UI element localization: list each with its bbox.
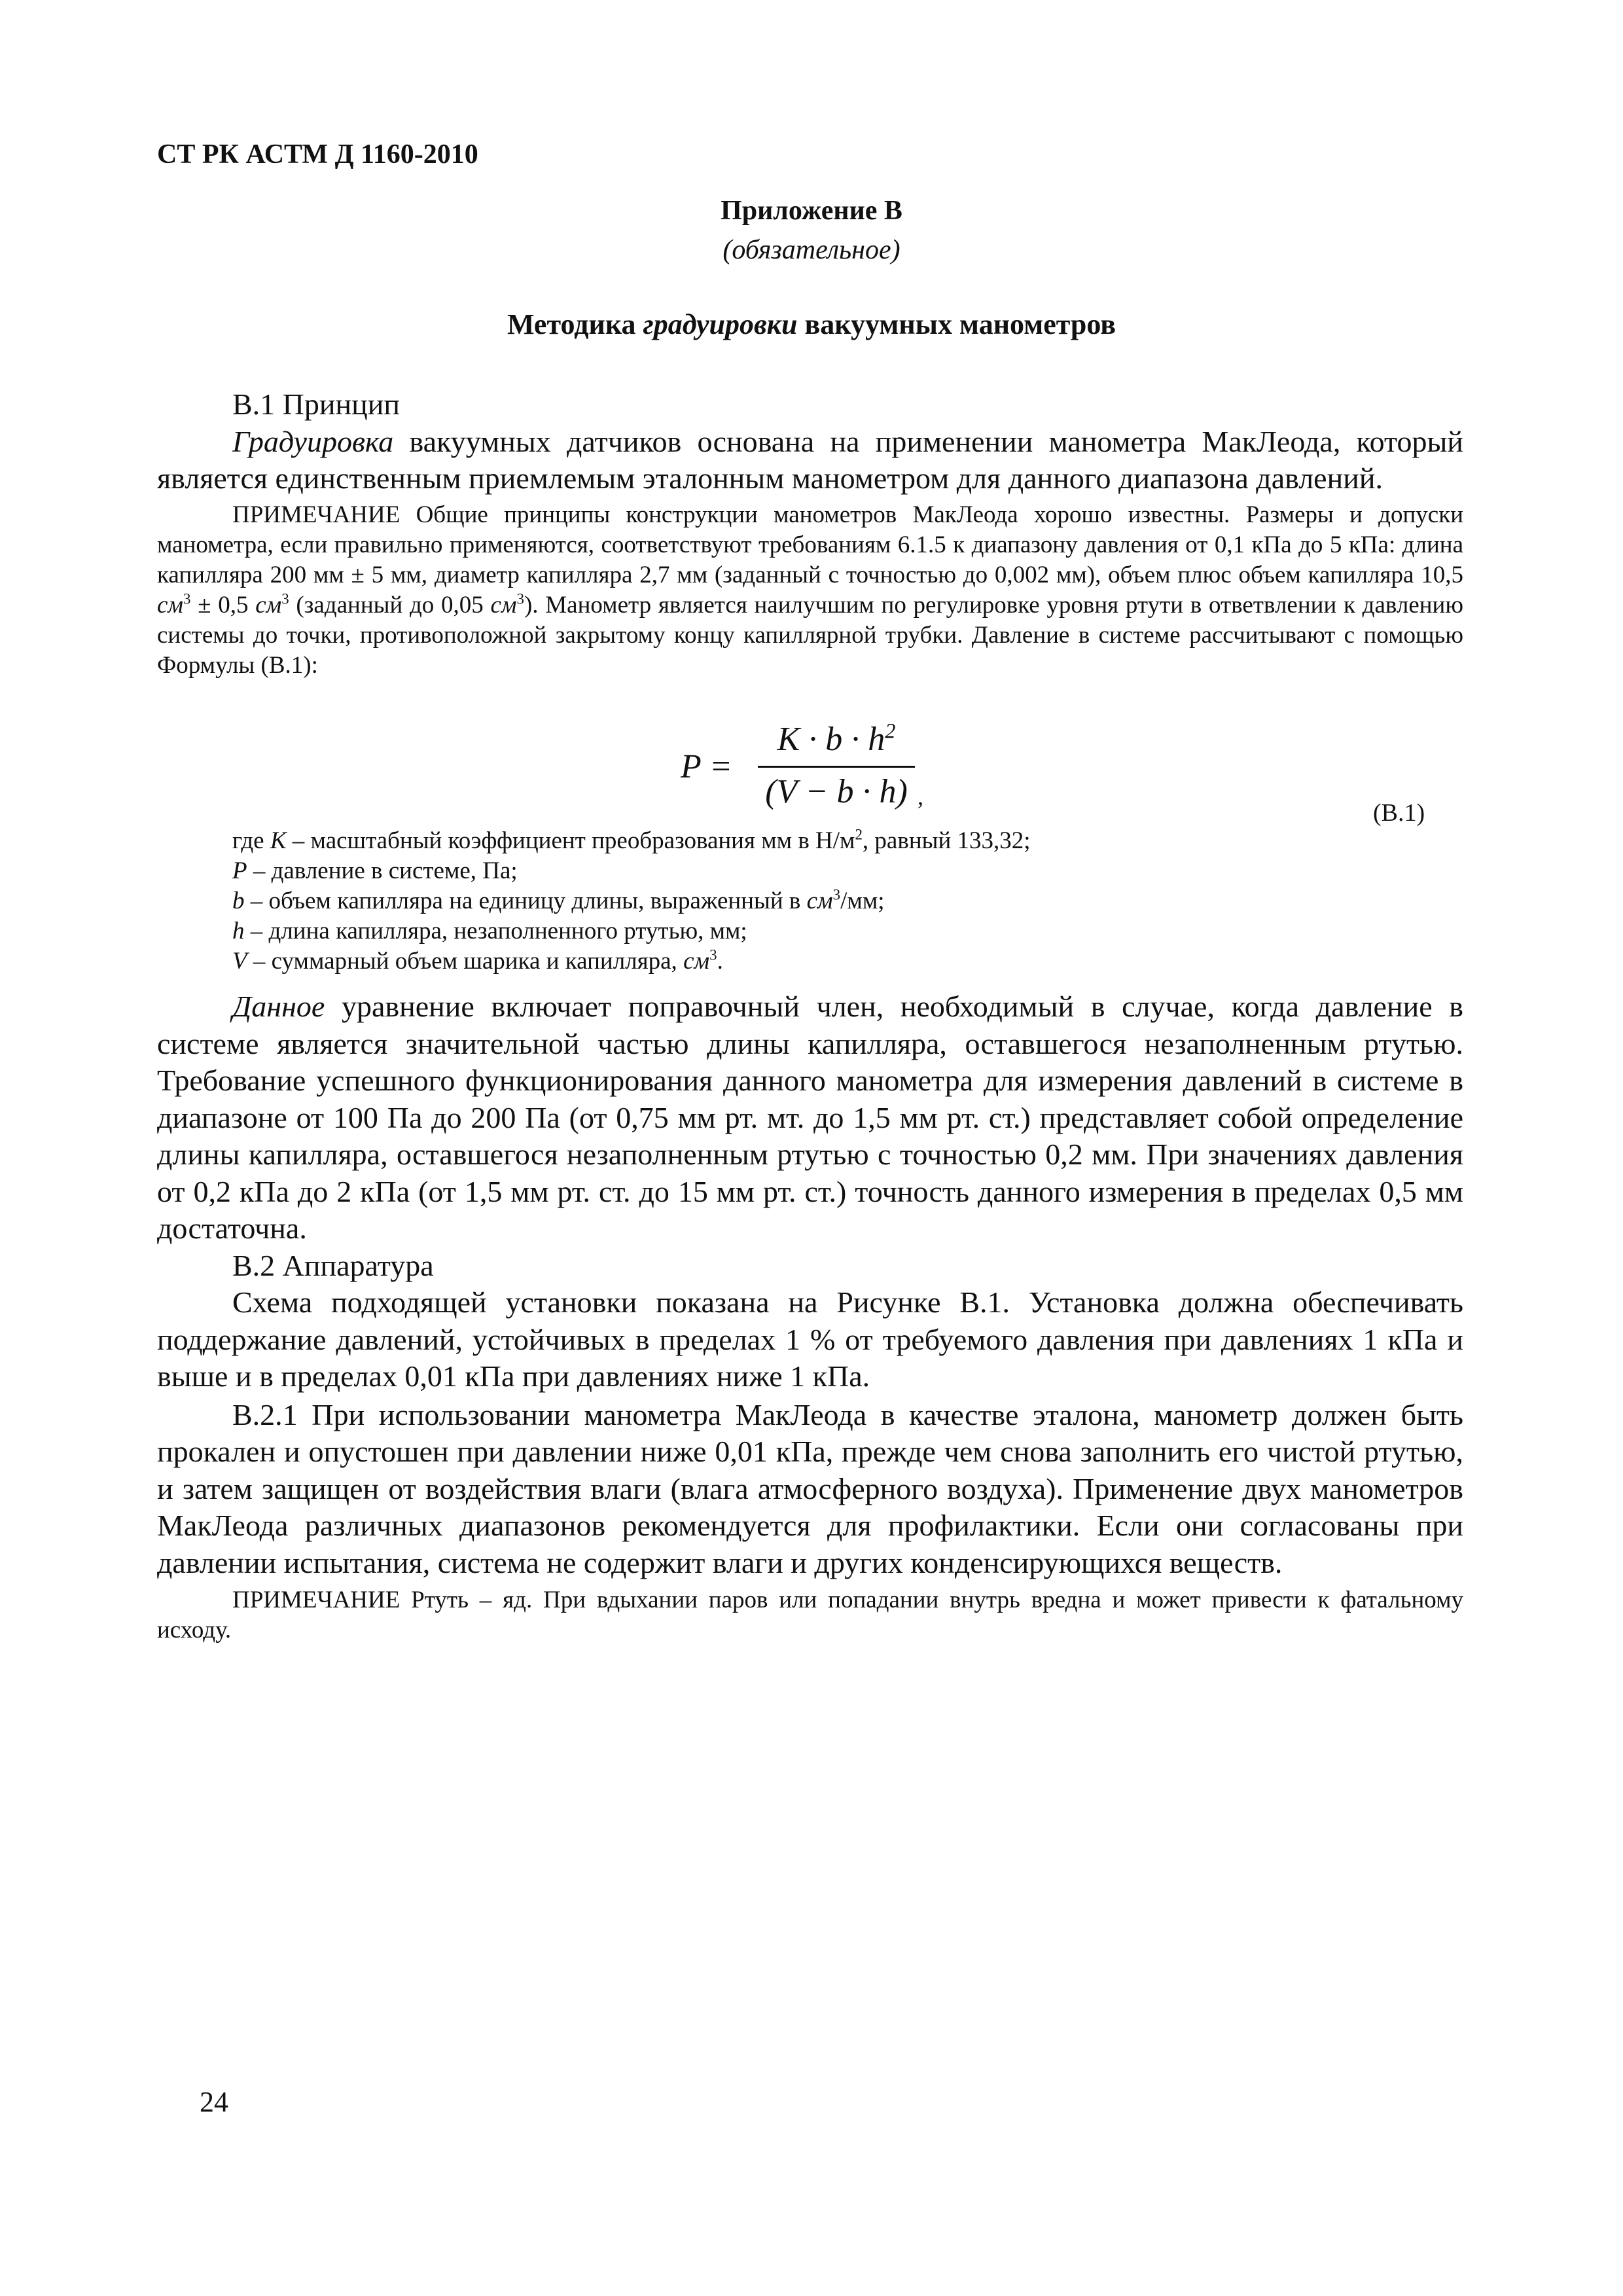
b1-paragraph-rest: вакуумных датчиков основана на применении манометра МакЛеода, который является единственным приемлемым эталонным манометром для данного диапазона давлений. [157, 424, 1463, 495]
definition-p-text: – давление в системе, Па; [247, 857, 518, 884]
b1-note-sup1: 3 [183, 590, 191, 607]
definition-v-text-b: . [717, 948, 723, 975]
b1-note-unit3: см [490, 591, 517, 619]
definition-h-symbol: h [232, 918, 245, 944]
formula-label: (В.1) [1373, 799, 1425, 827]
definition-v-text-a: – суммарный объем шарика и капилляра, [247, 948, 684, 975]
formula-numerator-text: K · b · h [777, 721, 885, 758]
section-b1 [157, 386, 1463, 681]
formula-comma: , [918, 783, 923, 810]
definition-b-unit: см [806, 888, 833, 914]
definition-k [232, 826, 1031, 856]
b1-note-prefix: ПРИМЕЧАНИЕ Общие принципы конструкции манометров МакЛеода хорошо известны. Размеры и допуски манометра, если правильно применяются, соответствуют требованиям 6.1.5 к диапазону давления от 0,1 кПа до 5 кПа: длина капилляра 200 мм ± 5 мм, диаметр капилляра 2,7 мм (заданный с точностью до 0,002 мм), объем плюс объем капилляра 10,5 [157, 501, 1463, 588]
definition-p-symbol: P [232, 857, 247, 884]
equation-paragraph [157, 988, 1463, 1247]
page-number: 24 [200, 2086, 228, 2118]
b1-heading: В.1 Принцип [232, 387, 400, 421]
definition-k-sup: 2 [855, 826, 863, 843]
formula-lhs: P = [681, 748, 732, 785]
b1-note-mid1: ± 0,5 [190, 591, 256, 619]
formula-numerator-sup: 2 [885, 719, 896, 743]
b1-note-sup2: 3 [281, 590, 289, 607]
definition-v-unit: см [683, 948, 710, 975]
standard-code-header: СТ РК АСТМ Д 1160-2010 [157, 139, 478, 170]
appendix-title: Приложение В [721, 196, 902, 226]
definition-v [232, 946, 1031, 977]
definition-b [232, 886, 1031, 916]
equation-paragraph-rest: уравнение включает поправочный член, необходимый в случае, когда давление в системе является значительной частью длины капилляра, оставшегося незаполненным ртутью. Требование успешного функционирования данного манометра для измерения давлений в системе в диапазоне от 100 Па до 200 Па (от 0,75 мм рт. мт. до 1,5 мм рт. ст.) представляет собой определение длины капилляра, оставшегося незаполненным ртутью с точностью 0,2 мм. При значениях давления от 0,2 кПа до 2 кПа (от 1,5 мм рт. ст. до 15 мм рт. ст.) точность данного измерения в пределах 0,5 мм достаточна. [157, 990, 1463, 1245]
b1-note-unit2: см [255, 591, 282, 619]
section-title-part1: Методика [507, 308, 643, 340]
definition-b-text-a: – объем капилляра на единицу длины, выраженный в [244, 888, 807, 914]
definition-v-symbol: V [232, 948, 247, 975]
b1-note-suffix: ). Манометр является наилучшим по регулировке уровня ртути в ответвлении к давлению системы до точки, противоположной закрытому концу капиллярной трубки. Давление в системе рассчитывают с помощью Формулы (В.1): [157, 591, 1463, 679]
section-b2 [157, 988, 1463, 1645]
b2-paragraph: Схема подходящей установки показана на Рисунке В.1. Установка должна обеспечивать поддержание давлений, устойчивых в пределах 1 % от требуемого давления при давлениях 1 кПа и выше и в пределах 0,01 кПа при давлениях ниже 1 кПа. [157, 1285, 1463, 1393]
appendix-subtitle: (обязательное) [722, 235, 901, 265]
definition-k-text-a: – масштабный коэффициент преобразования мм в Н/м [286, 827, 855, 854]
section-title [0, 308, 1623, 341]
b21-paragraph: В.2.1 При использовании манометра МакЛеода в качестве эталона, манометр должен быть прокален и опустошен при давлении ниже 0,01 кПа, прежде чем снова заполнить его чистой ртутью, и затем защищен от воздействия влаги (влага атмосферного воздуха). Применение двух манометров МакЛеода различных диапазонов рекомендуется для профилактики. Если они согласованы при давлении испытания, система не содержит влаги и других конденсирующихся веществ. [157, 1397, 1463, 1579]
formula-numerator [758, 720, 915, 759]
b1-paragraph-lead: Градуировка [232, 424, 394, 458]
definition-k-text-b: , равный 133,32; [862, 827, 1031, 854]
b1-note [157, 500, 1463, 681]
equation-paragraph-lead: Данное [232, 990, 325, 1023]
b2-note: ПРИМЕЧАНИЕ Ртуть – яд. При вдыхании паров или попадании внутрь вредна и может привести к фатальному исходу. [157, 1587, 1463, 1643]
definition-p [232, 856, 1031, 886]
definition-b-text-b: /мм; [840, 888, 885, 914]
section-title-part3: вакуумных манометров [797, 308, 1116, 340]
b1-note-sup3: 3 [516, 590, 524, 607]
b1-note-unit1: см [157, 591, 184, 619]
definition-b-sup: 3 [832, 886, 841, 903]
formula-denominator: (V − b · h) [765, 773, 908, 810]
formula-definitions [232, 826, 1031, 977]
definition-h [232, 916, 1031, 946]
definition-h-text: – длина капилляра, незаполненного ртутью, мм; [244, 918, 747, 944]
definition-b-symbol: b [232, 888, 245, 914]
b1-note-mid2: (заданный до 0,05 [289, 591, 491, 619]
b2-heading: В.2 Аппаратура [232, 1248, 434, 1282]
definitions-where: где [232, 827, 270, 854]
section-title-italic: градуировки [643, 308, 798, 340]
formula-fraction-bar [758, 766, 915, 768]
b1-paragraph [157, 423, 1463, 497]
formula-b1 [681, 720, 929, 831]
definition-v-sup: 3 [709, 946, 717, 963]
definition-k-symbol: K [270, 827, 287, 854]
